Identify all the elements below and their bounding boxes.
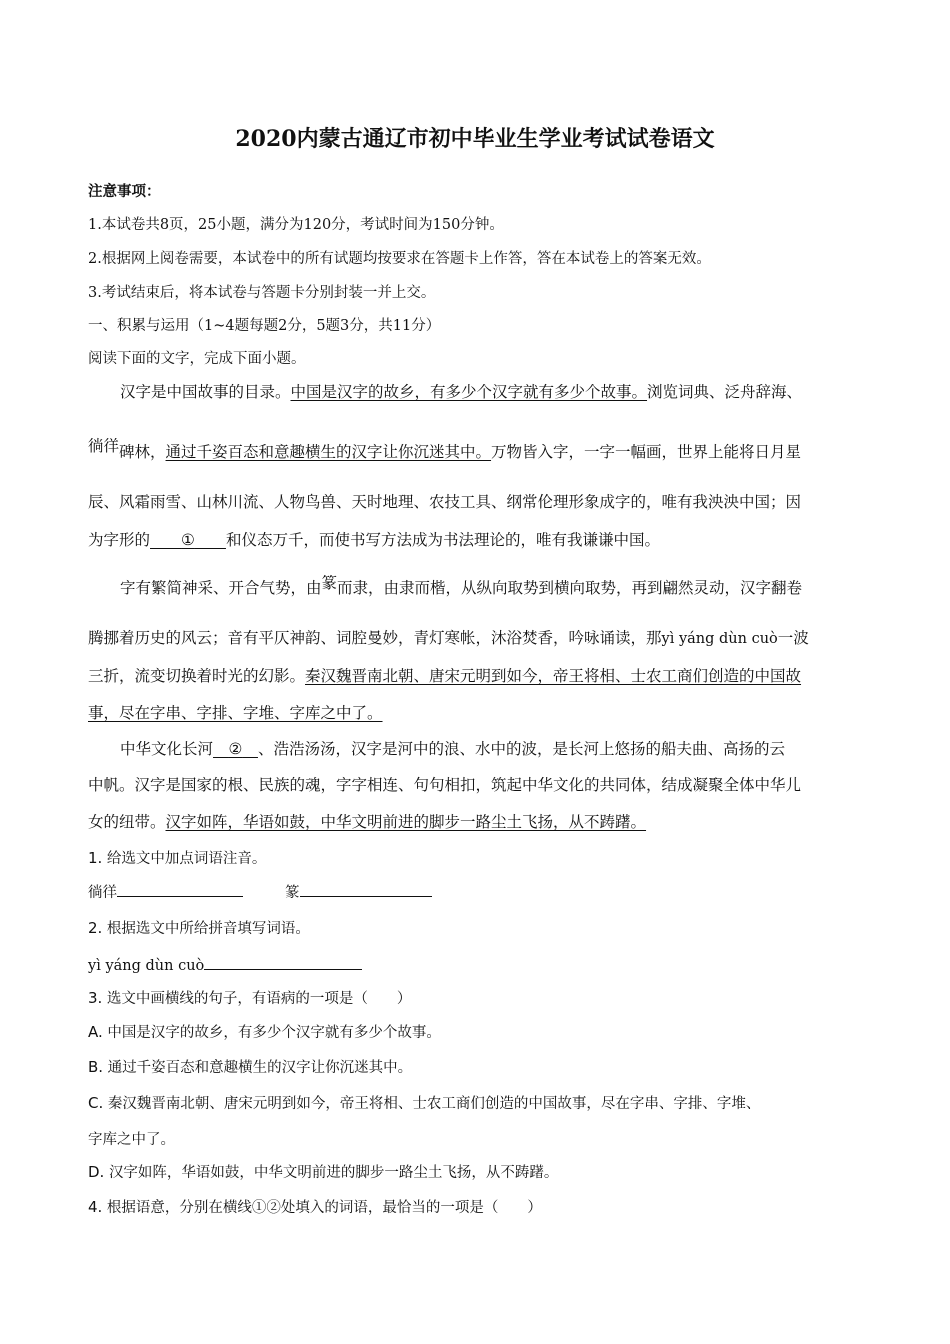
- passage-p3-line1: 中华文化长河 ② 、浩浩汤汤，汉字是河中的浪、水中的波，是长河上悠扬的船夫曲、高扬的云: [120, 740, 785, 758]
- passage-p1-line3: 辰、风霜雨雪、山林川流、人物鸟兽、天时地理、农技工具、纲常伦理形象成字的，唯有我泱泱中国；因: [88, 493, 802, 511]
- notice-heading: 注意事项：: [88, 183, 161, 200]
- passage-p2-line3: 三折，流变切换着时光的幻影。秦汉魏晋南北朝、唐宋元明到如今，帝王将相、士农工商们创造的中国故: [88, 667, 802, 685]
- dotted-word-zhuan: 篆: [321, 574, 338, 592]
- blank-1: ①: [181, 531, 195, 549]
- answer-blank-pinyin[interactable]: [204, 953, 362, 970]
- question-2-answer: yì yáng dùn cuò: [88, 953, 362, 974]
- blank-2: ②: [228, 740, 243, 758]
- question-3: 3. 选文中画横线的句子，有语病的一项是（ ）: [88, 989, 412, 1007]
- option-c-continued: 字库之中了。: [88, 1132, 175, 1148]
- notice-item-2: 2.根据网上阅卷需要，本试卷中的所有试题均按要求在答题卡上作答，答在本试卷上的答案无效。: [88, 251, 711, 267]
- passage-p1-line4: 为字形的 ① 和仪态万千，而使书写方法成为书法理论的，唯有我谦谦中国。: [88, 531, 660, 549]
- dotted-word-changyang: 徜徉: [88, 437, 120, 455]
- question-1: 1. 给选文中加点词语注音。: [88, 849, 267, 867]
- answer-blank-changyang[interactable]: [117, 880, 243, 897]
- section-instruction: 阅读下面的文字，完成下面小题。: [88, 351, 306, 367]
- notice-item-3: 3.考试结束后，将本试卷与答题卡分别封装一并上交。: [88, 285, 436, 301]
- underlined-sentence-c: 秦汉魏晋南北朝、唐宋元明到如今，帝王将相、士农工商们创造的中国故: [305, 667, 802, 685]
- section-heading: 一、积累与运用（1~4题每题2分，5题3分，共11分）: [88, 318, 441, 334]
- underlined-sentence-d: 汉字如阵，华语如鼓，中华文明前进的脚步一路尘土飞扬，从不踌躇。: [165, 813, 647, 831]
- passage-p3-line3: 女的纽带。汉字如阵，华语如鼓，中华文明前进的脚步一路尘土飞扬，从不踌躇。: [88, 813, 647, 831]
- option-b[interactable]: B. 通过千姿百态和意趣横生的汉字让你沉迷其中。: [88, 1058, 413, 1076]
- page-title: 2020内蒙古通辽市初中毕业生学业考试试卷语文: [235, 126, 715, 152]
- option-d[interactable]: D. 汉字如阵，华语如鼓，中华文明前进的脚步一路尘土飞扬，从不踌躇。: [88, 1163, 559, 1181]
- option-a[interactable]: A. 中国是汉字的故乡，有多少个汉字就有多少个故事。: [88, 1023, 441, 1041]
- pinyin-yiyangdunchuo: yì yáng dùn cuò: [661, 631, 778, 647]
- question-4: 4. 根据语意，分别在横线①②处填入的词语，最恰当的一项是（ ）: [88, 1198, 542, 1216]
- passage-p1-line1: 汉字是中国故事的目录。中国是汉字的故乡，有多少个汉字就有多少个故事。浏览词典、泛舟辞海、: [120, 383, 803, 401]
- underlined-sentence-b: 通过千姿百态和意趣横生的汉字让你沉迷其中。: [165, 443, 492, 461]
- answer-blank-zhuan[interactable]: [300, 880, 432, 897]
- option-c[interactable]: C. 秦汉魏晋南北朝、唐宋元明到如今，帝王将相、士农工商们创造的中国故事，尽在字串、字排、字堆、: [88, 1094, 761, 1112]
- passage-p2-line1: 字有繁简神采、开合气势，由篆而隶，由隶而楷，从纵向取势到横向取势，再到翩然灵动，汉字翻卷: [120, 574, 803, 597]
- question-1-answers: 徜徉 篆: [88, 880, 432, 902]
- passage-p1-line2: 徜徉碑林，通过千姿百态和意趣横生的汉字让你沉迷其中。万物皆入字，一字一幅画，世界上能将日月星: [88, 437, 802, 461]
- passage-p2-line2: 腾挪着历史的风云；音有平仄神韵、词腔曼妙，青灯寒帐，沐浴焚香，吟咏诵读，那yì yáng dùn cuò一波: [88, 629, 809, 647]
- passage-p3-line2: 中帆。汉字是国家的根、民族的魂，字字相连、句句相扣，筑起中华文化的共同体，结成凝聚全体中华儿: [88, 776, 802, 794]
- underlined-sentence-c-end: 事，尽在字串、字排、字堆、字库之中了。: [88, 704, 383, 722]
- passage-p2-line4: [88, 701, 383, 723]
- notice-item-1: 1.本试卷共8页，25小题，满分为120分，考试时间为150分钟。: [88, 217, 504, 233]
- underlined-sentence-a: 中国是汉字的故乡，有多少个汉字就有多少个故事。: [290, 383, 648, 401]
- question-2: 2. 根据选文中所给拼音填写词语。: [88, 919, 310, 937]
